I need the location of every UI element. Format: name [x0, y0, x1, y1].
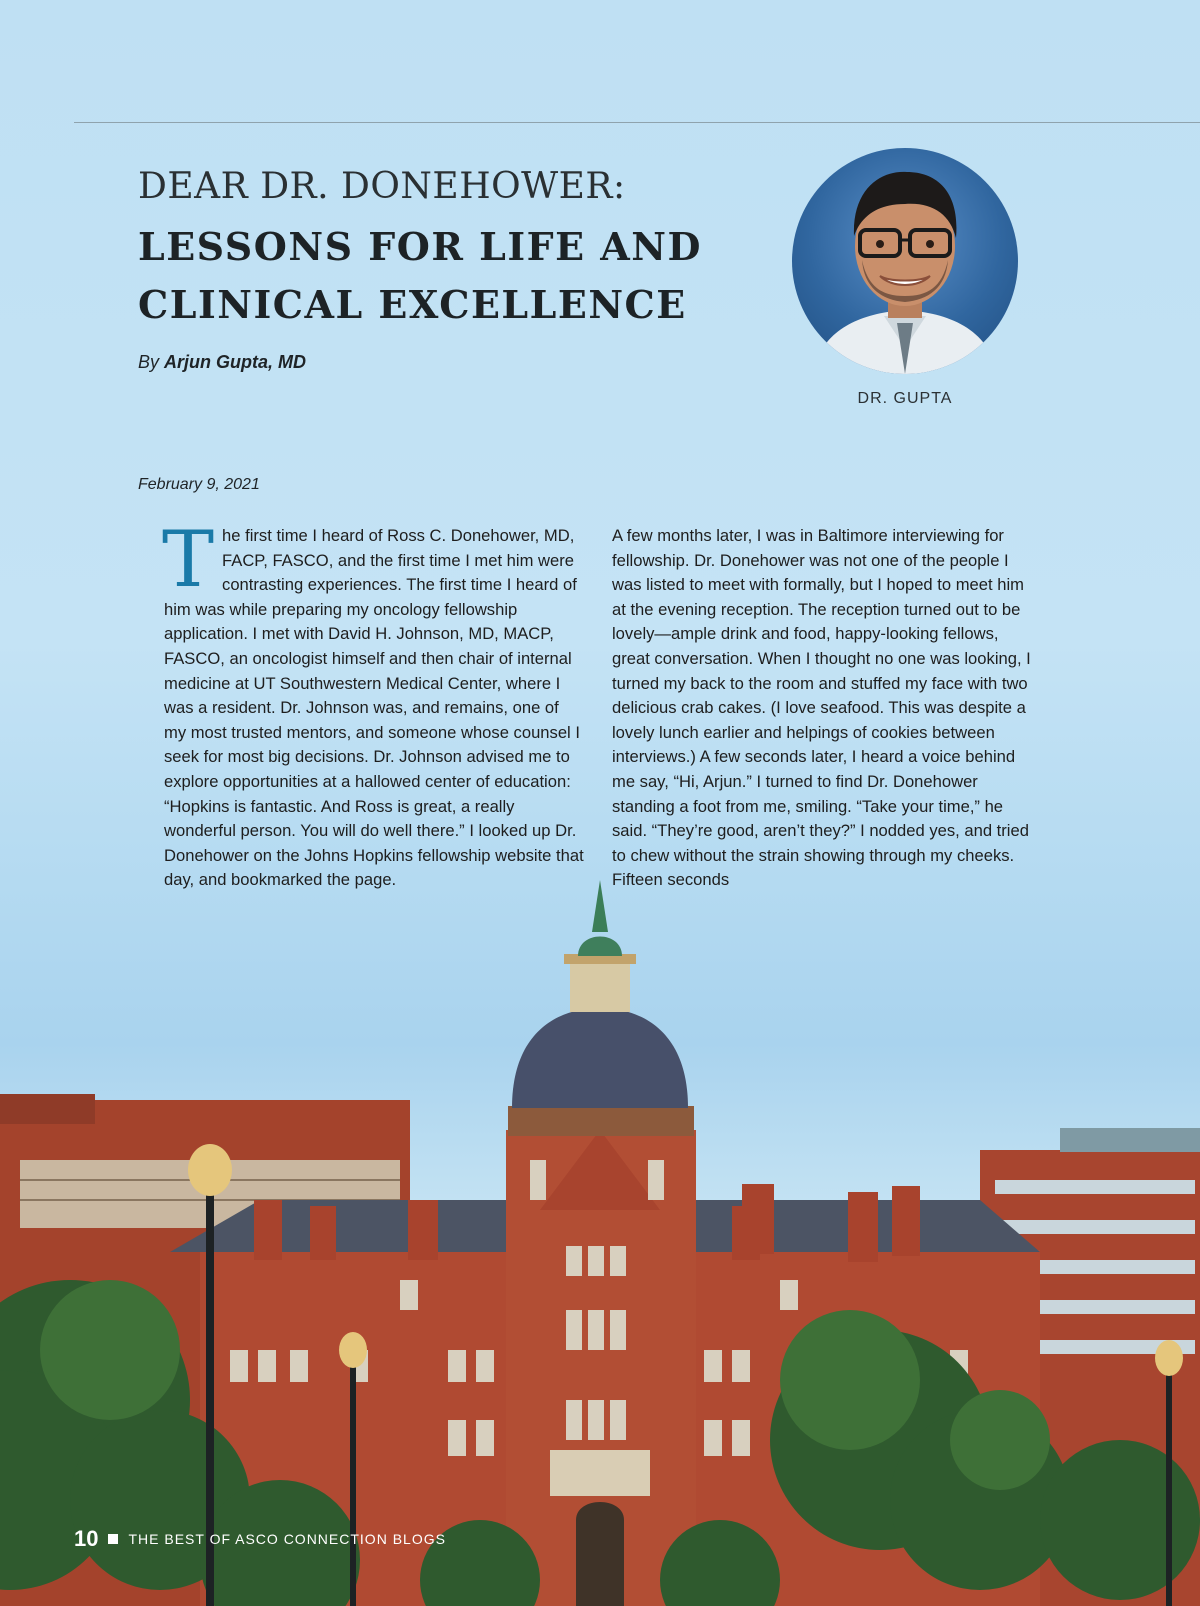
byline: [138, 352, 306, 373]
portrait-illustration: [792, 148, 1018, 374]
square-bullet-icon: [108, 1534, 118, 1544]
body-text-col-1: he first time I heard of Ross C. Donehower, MD, FACP, FASCO, and the first time I met him were contrasting experiences. The first time I heard of him was while preparing my oncology fellowship application. I met with David H. Johnson, MD, MACP, FASCO, an oncologist himself and then chair of internal medicine at UT Southwestern Medical Center, where I was a resident. Dr. Johnson was, and remains, one of my most trusted mentors, and someone whose counsel I seek for most big decisions. Dr. Johnson advised me to explore opportunities at a hallowed center of education: “Hopkins is fantastic. And Ross is great, a really wonderful person. You will do well there.” I looked up Dr. Donehower on the Johns Hopkins fellowship website that day, and bookmarked the page.: [164, 526, 584, 890]
hospital-building-illustration: [0, 880, 1200, 1606]
page-number: 10: [74, 1526, 99, 1551]
author-portrait: [792, 148, 1018, 374]
byline-prefix: By: [138, 352, 160, 372]
byline-author: Arjun Gupta, MD: [164, 352, 307, 372]
hospital-photo: [0, 880, 1200, 1606]
title-line-1: DEAR DR. DONEHOWER:: [138, 166, 626, 207]
article-date: February 9, 2021: [138, 476, 260, 493]
body-column-2: A few months later, I was in Baltimore interviewing for fellowship. Dr. Donehower was not one of the people I was listed to meet with formally, but I hoped to meet him at the evening reception. The reception turned out to be lovely—ample drink and food, happy-looking fellows, great conversation. When I thought no one was looking, I turned my back to the room and stuffed my face with two delicious crab cakes. (I love seafood. This was despite a lovely lunch earlier and helpings of cookies between interviews.) A few seconds later, I heard a voice behind me say, “Hi, Arjun.” I turned to find Dr. Donehower standing a foot from me, smiling. “Take your time,” he said. “They’re good, aren’t they?” I nodded yes, and tried to chew without the strain showing through my cheeks. Fifteen seconds: [612, 526, 1031, 890]
body-column-1: [162, 515, 584, 893]
publication-name: THE BEST OF ASCO CONNECTION BLOGS: [128, 1531, 446, 1547]
page-footer: [74, 1526, 446, 1552]
title-line-2: LESSONS FOR LIFE AND CLINICAL EXCELLENCE: [138, 224, 702, 327]
top-rule: [74, 122, 1200, 123]
drop-cap: T: [162, 515, 215, 605]
portrait-caption: DR. GUPTA: [857, 390, 953, 407]
